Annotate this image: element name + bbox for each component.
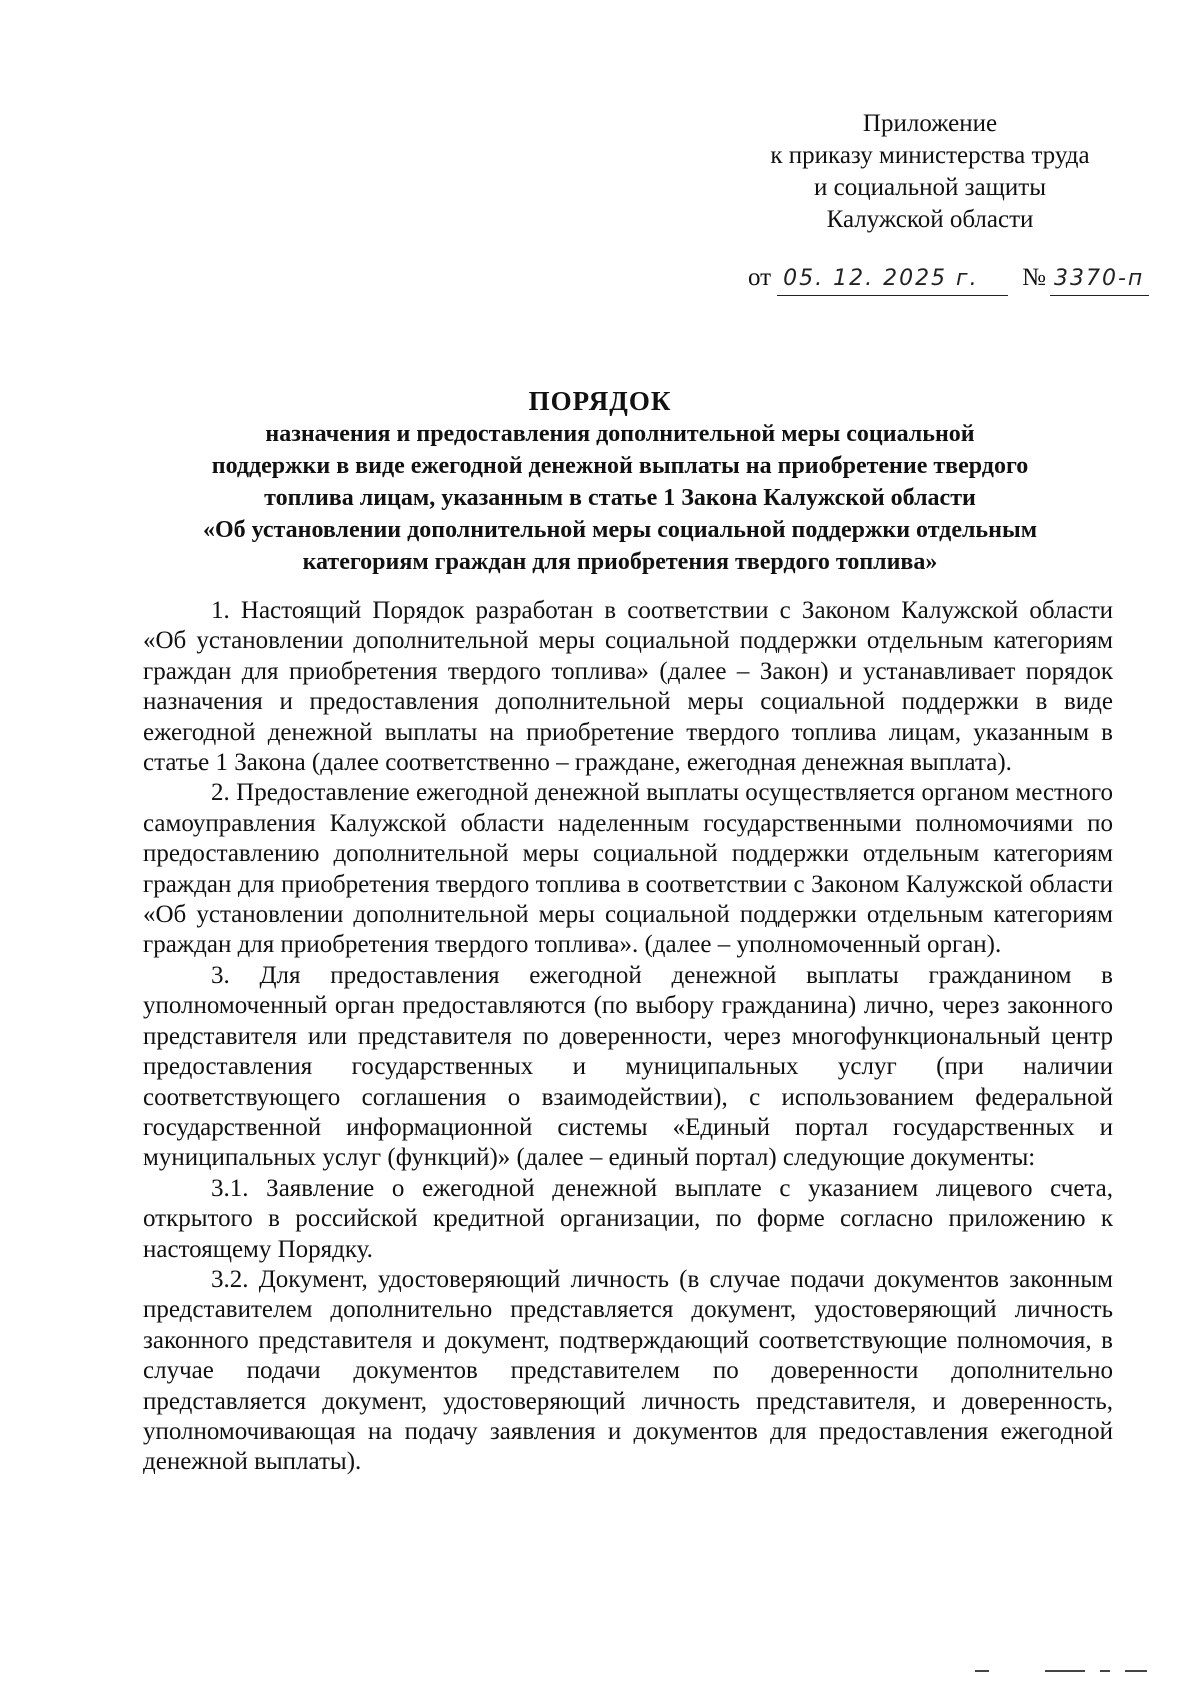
paragraph-3-2: 3.2. Документ, удостоверяющий личность (в случае подачи документов законным представителем дополнительно представляется документ, удостоверяющий личность законного представителя и документ, подтверждающий соответствующие полномочия, в случае подачи документов представителем по доверенности дополнительно представляется документ, удостоверяющий личность представителя, и доверенность, уполномочивающая на подачу заявления и документов для предоставления ежегодной денежной выплаты). — [143, 1265, 1113, 1476]
number-prefix: № — [1022, 264, 1046, 291]
paragraph-3: 3. Для предоставления ежегодной денежной выплаты гражданином в уполномоченный орган предоставляются (по выбору гражданина) лично, через законного представителя или представителя по доверенности, через многофункциональный центр предоставления государственных и муниципальных услуг (при наличии соответствующего соглашения о взаимодействии), с использованием федеральной государственной информационной системы «Единый портал государственных и муниципальных услуг (функций)» (далее – единый портал) следующие документы: — [143, 961, 1113, 1172]
document-body — [143, 596, 1113, 1478]
document-subtitle — [150, 418, 1090, 578]
paragraph-3-1: 3.1. Заявление о ежегодной денежной выплате с указанием лицевого счета, открытого в российской кредитной организации, по форме согласно приложению к настоящему Порядку. — [143, 1174, 1113, 1263]
annex-line-2: к приказу министерства труда — [770, 142, 1090, 169]
handwritten-number: 3370-п — [1050, 263, 1149, 296]
subtitle-line: топлива лицам, указанным в статье 1 Закона Калужской области — [264, 485, 976, 511]
subtitle-line: назначения и предоставления дополнительной меры социальной — [265, 421, 975, 447]
annex-block — [740, 108, 1120, 236]
date-prefix: от — [748, 264, 772, 291]
paragraph-1: 1. Настоящий Порядок разработан в соответствии с Законом Калужской области «Об установлении дополнительной меры социальной поддержки отдельным категориям граждан для приобретения твердого топлива» (далее – Закон) и устанавливает порядок назначения и предоставления дополнительной меры социальной поддержки в виде ежегодной денежной выплаты на приобретение твердого топлива лицам, указанным в статье 1 Закона (далее соответственно – граждане, ежегодная денежная выплата). — [143, 597, 1113, 777]
registration-line — [748, 262, 1149, 296]
scan-edge-marks — [975, 1670, 1175, 1674]
subtitle-line: категориям граждан для приобретения твердого топлива» — [302, 549, 938, 575]
annex-line-3: и социальной защиты — [813, 174, 1046, 201]
annex-line-4: Калужской области — [826, 206, 1034, 233]
subtitle-line: поддержки в виде ежегодной денежной выплаты на приобретение твердого — [211, 453, 1029, 479]
document-title: ПОРЯДОК — [528, 386, 672, 416]
handwritten-date: 05. 12. 2025 г. — [777, 263, 1008, 296]
annex-line-1: Приложение — [862, 110, 998, 137]
subtitle-line: «Об установлении дополнительной меры социальной поддержки отдельным — [202, 517, 1038, 543]
paragraph-2: 2. Предоставление ежегодной денежной выплаты осуществляется органом местного самоуправления Калужской области наделенным государственными полномочиями по предоставлению дополнительной меры социальной поддержки отдельным категориям граждан для приобретения твердого топлива в соответствии с Законом Калужской области «Об установлении дополнительной меры социальной поддержки отдельным категориям граждан для приобретения твердого топлива». (далее – уполномоченный орган). — [143, 779, 1113, 959]
